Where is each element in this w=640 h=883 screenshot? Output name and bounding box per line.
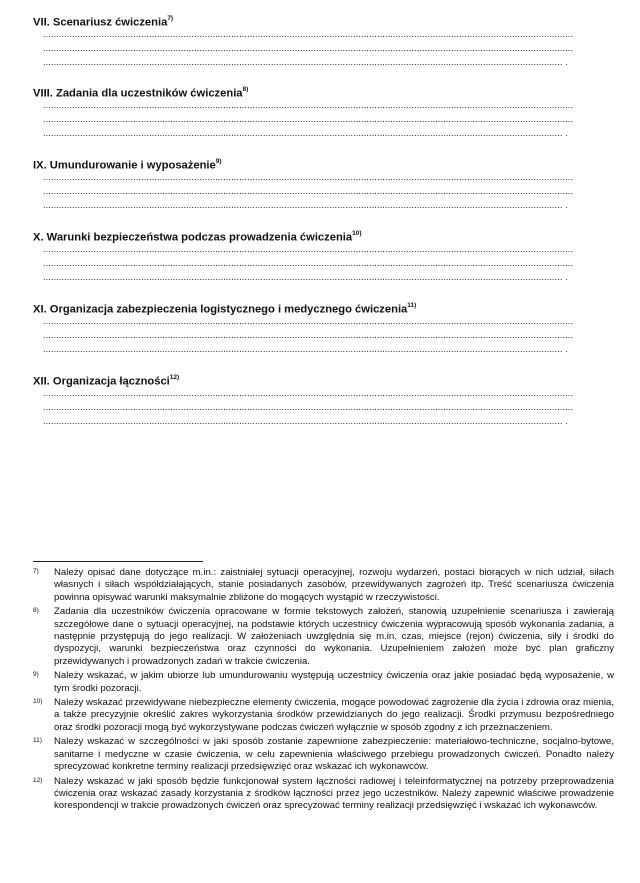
footnote-7 bbox=[33, 567, 614, 604]
fill-line[interactable]: .................................................................................................................................................................................................... . bbox=[43, 128, 568, 138]
footnote-text: Należy wskazać przewidywane niebezpieczne elementy ćwiczenia, mogące powodować zagrożenie dla życia i zdrowia oraz mienia, a także precyzyjnie określić zakres wykorzystania środków przewidzianych do jego realizacji. Środki przymusu bezpośredniego oraz środki pozoracji mogą być wykorzystywane podczas ćwiczeń wyłącznie w sposób zgodny z ich przeznaczeniem. bbox=[54, 697, 614, 733]
footnote-separator bbox=[33, 561, 203, 562]
fill-line[interactable]: ........................................................................................................................................................................................................ bbox=[43, 330, 574, 340]
footnote-9 bbox=[33, 670, 614, 695]
fill-line[interactable]: .................................................................................................................................................................................................... . bbox=[43, 200, 568, 210]
footnote-text: Należy wskazać w jaki sposób będzie funkcjonował system łączności radiowej i teleinformatycznej na potrzeby przeprowadzenia ćwiczenia oraz wskazać zasady korzystania z środków łączności przez jego uczestników. Należy zapewnić właściwe prowadzenie korespondencji w trakcie prowadzonych ćwiczeń oraz sprecyzować terminy realizacji przedsięwzięć i wskazać ich wykonawców. bbox=[54, 775, 614, 812]
footnote-number: 12) bbox=[33, 776, 43, 784]
fill-line[interactable]: ........................................................................................................................................................................................................ bbox=[43, 43, 574, 53]
footnote-text: Należy wskazać w szczególności w jaki sposób zostanie zapewnione zabezpieczenie: materiałowo-techniczne, socjalno-bytowe, sanitarne i medyczne w czasie ćwiczenia, w celu zapewnienia właściwego przebiegu prowadzonych ćwiczeń. Ponadto należy sprecyzować konkretne terminy realizacji przedsięwzięć oraz wskazać ich wykonawców. bbox=[54, 736, 614, 773]
footnote-number: 8) bbox=[33, 607, 39, 615]
footnote-text: Zadania dla uczestników ćwiczenia opracowane w formie tekstowych założeń, stanowią uzupełnienie scenariusza i zawierają szczegółowe dane o sytuacji operacyjnej, na podstawie których uczestnicy ćwiczenia wypracowują sposób wykonania zadania, a następnie przystępują do jego realizacji. W założeniach uwzględnia się m.in. czas, miejsce (rejon) ćwiczenia, siły i środki do dyspozycji, warunki bezpieczeństwa oraz czynności do wykonania. Uzupełnieniem założeń może być plan graficzny przewidywanych i prowadzonych zadań w trakcie ćwiczenia. bbox=[54, 606, 614, 667]
footnote-ref: 10) bbox=[352, 230, 362, 237]
fill-line[interactable]: .................................................................................................................................................................................................... . bbox=[43, 57, 568, 67]
section-title: IX. Umundurowanie i wyposażenie$^{9)}$ bbox=[33, 158, 222, 172]
footnote-ref: 11) bbox=[407, 302, 417, 309]
fill-line[interactable]: .................................................................................................................................................................................................... . bbox=[43, 344, 568, 354]
section-title: VII. Scenariusz ćwiczenia$^{7)}$ bbox=[33, 15, 174, 29]
section-title: XI. Organizacja zabezpieczenia logistycznego i medycznego ćwiczenia$^{11)}$ bbox=[33, 302, 417, 316]
section-participant-tasks bbox=[33, 84, 613, 140]
footnote-number: 7) bbox=[33, 568, 39, 575]
section-communications bbox=[33, 372, 613, 428]
section-title: VIII. Zadania dla uczestników ćwiczenia$^{8)}$ bbox=[33, 86, 249, 100]
fill-line[interactable]: ........................................................................................................................................................................................................ bbox=[43, 172, 574, 182]
footnote-number: 9) bbox=[33, 671, 39, 679]
footnote-ref: 8) bbox=[242, 86, 249, 93]
footnote-11 bbox=[33, 736, 614, 773]
footnotes bbox=[33, 567, 614, 815]
footnote-number: 10) bbox=[33, 698, 43, 706]
fill-line[interactable]: .................................................................................................................................................................................................... . bbox=[43, 272, 568, 282]
footnote-number: 11) bbox=[33, 737, 42, 745]
footnote-text: Należy opisać dane dotyczące m.in.: zaistniałej sytuacji operacyjnej, rozwoju wydarzeń, postaci biorących w nich udział, siłach własnych i siłach współdziałających, stanie posiadanych zasobów, przewidywanych zagrożeń itp. Treść scenariusza ćwiczenia powinna opisywać warunki maksymalnie zbliżone do mogących wystąpić w rzeczywistości. bbox=[54, 567, 614, 603]
fill-line[interactable]: ........................................................................................................................................................................................................ bbox=[43, 186, 574, 196]
section-title: XII. Organizacja łączności$^{12)}$ bbox=[33, 374, 180, 388]
footnote-text: Należy wskazać, w jakim ubiorze lub umundurowaniu występują uczestnicy ćwiczenia oraz jakie posiadać będą wyposażenie, w tym środki pozoracji. bbox=[54, 670, 614, 694]
section-safety-conditions bbox=[33, 228, 613, 284]
fill-line[interactable]: ........................................................................................................................................................................................................ bbox=[43, 316, 574, 326]
section-title: X. Warunki bezpieczeństwa podczas prowadzenia ćwiczenia$^{10)}$ bbox=[33, 230, 362, 244]
fill-line[interactable]: ........................................................................................................................................................................................................ bbox=[43, 388, 574, 398]
fill-line[interactable]: ........................................................................................................................................................................................................ bbox=[43, 402, 574, 412]
footnote-ref: 7) bbox=[167, 15, 174, 22]
fill-line[interactable]: ........................................................................................................................................................................................................ bbox=[43, 258, 574, 268]
footnote-12 bbox=[33, 776, 614, 813]
footnote-ref: 9) bbox=[215, 158, 222, 165]
section-uniform-equipment bbox=[33, 156, 613, 212]
footnote-ref: 12) bbox=[169, 374, 180, 381]
section-scenario bbox=[33, 13, 613, 69]
section-logistics-medical bbox=[33, 300, 613, 356]
footnote-10 bbox=[33, 697, 614, 734]
fill-line[interactable]: ........................................................................................................................................................................................................ bbox=[43, 100, 574, 110]
footnote-8 bbox=[33, 606, 614, 668]
fill-line[interactable]: .................................................................................................................................................................................................... . bbox=[43, 416, 568, 426]
fill-line[interactable]: ........................................................................................................................................................................................................ bbox=[43, 244, 574, 254]
fill-line[interactable]: ........................................................................................................................................................................................................ bbox=[43, 29, 574, 39]
fill-line[interactable]: ........................................................................................................................................................................................................ bbox=[43, 114, 574, 124]
